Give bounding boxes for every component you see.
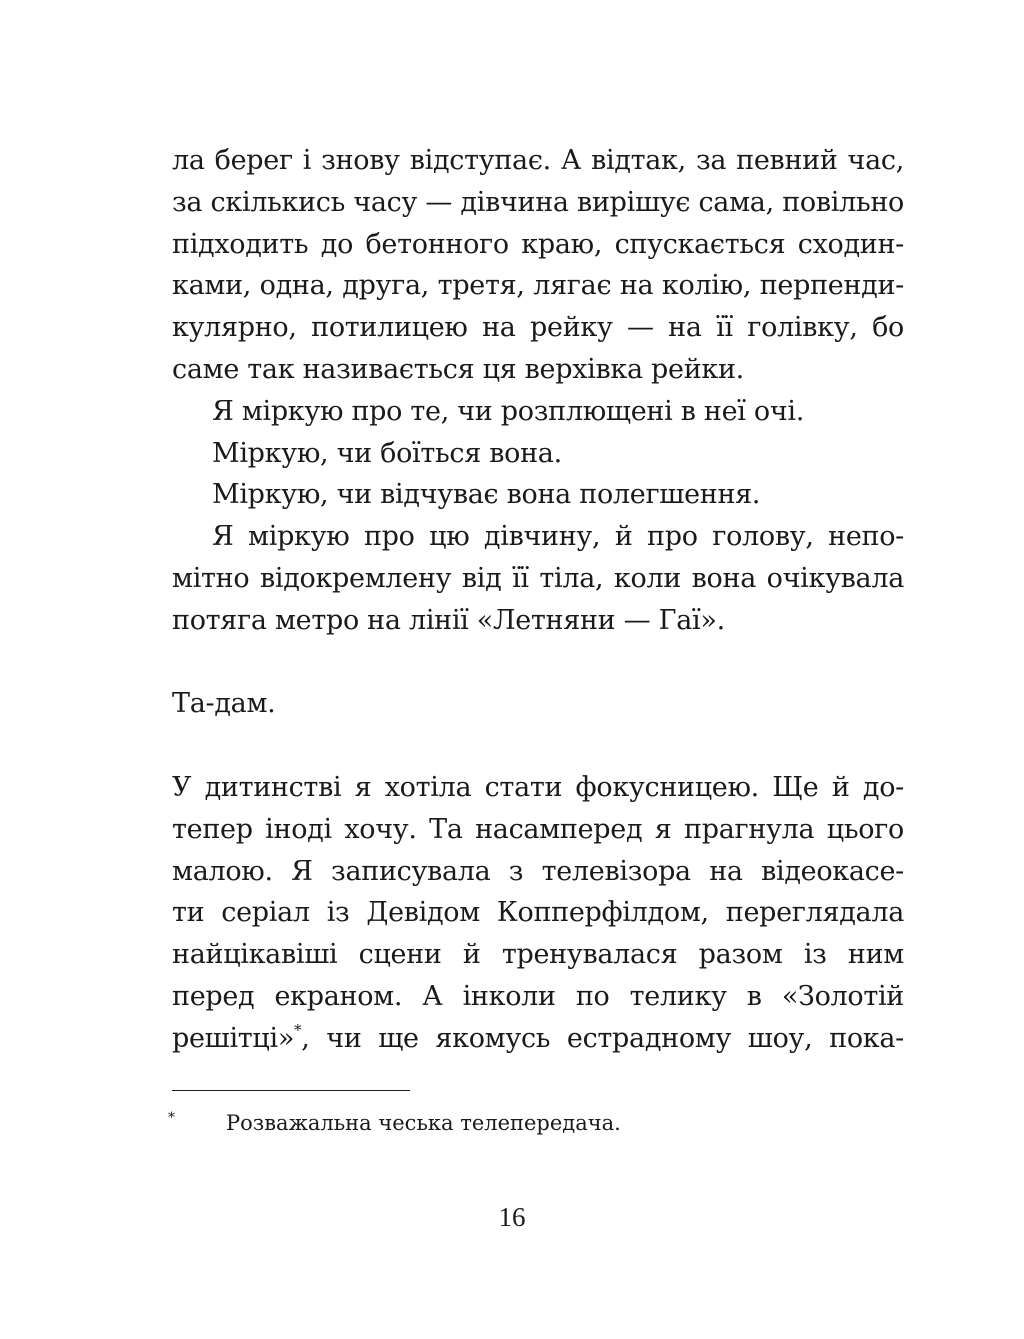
text-line: Я міркую про те, чи розплющені в неї очі. — [212, 395, 804, 427]
footnote-divider — [172, 1090, 410, 1091]
text-line: Міркую, чи боїться вона. — [212, 437, 562, 469]
text-fragment: решітці» — [172, 1022, 295, 1054]
text-line: найцікавіші сцени й тренувалася разом із ним — [172, 939, 904, 971]
text-line: ти серіал із Девідом Копперфілдом, переглядала — [172, 897, 904, 929]
text-line: У дитинстві я хотіла стати фокусницею. Ще й до- — [172, 771, 904, 803]
section-break — [172, 725, 904, 767]
text-line: кулярно, потилицею на рейку — на її голівку, бо — [172, 312, 904, 344]
text-line: Міркую, чи відчуває вона полегшення. — [212, 479, 761, 511]
text-line: ла берег і знову відступає. А відтак, за певний час, — [172, 145, 904, 176]
text-line-with-footnote-ref — [172, 1018, 904, 1060]
text-line: малою. Я записувала з телевізора на відеокасе- — [172, 855, 904, 887]
text-line: потяга метро на лінії «Летняни — Гаї». — [172, 604, 725, 636]
section-break — [172, 642, 904, 684]
text-line: перед екраном. А інколи по телику в «Золотій — [172, 980, 904, 1012]
text-line: тепер іноді хочу. Та насамперед я прагнула цього — [172, 813, 904, 845]
page-body — [172, 140, 904, 1060]
text-line: за скількись часу — дівчина вирішує сама, повільно — [172, 186, 904, 218]
text-line: ками, одна, друга, третя, лягає на колію, перпенди- — [172, 270, 904, 302]
page-number: 16 — [498, 1202, 526, 1232]
text-line: Та-дам. — [172, 688, 276, 720]
footnote: * Розважальна чеська телепередача. — [168, 1110, 621, 1135]
text-fragment: , чи ще якомусь естрадному шоу, пока- — [301, 1022, 904, 1054]
footnote-text: Розважальна чеська телепередача. — [226, 1111, 621, 1135]
text-line: мітно відокремлену від її тіла, коли вона очікувала — [172, 562, 904, 594]
footnote-reference[interactable]: * — [294, 1020, 302, 1039]
text-line: Я міркую про цю дівчину, й про голову, непо- — [212, 521, 904, 553]
text-line: саме так називається ця верхівка рейки. — [172, 353, 744, 385]
text-line: підходить до бетонного краю, спускається сходин- — [172, 228, 904, 260]
